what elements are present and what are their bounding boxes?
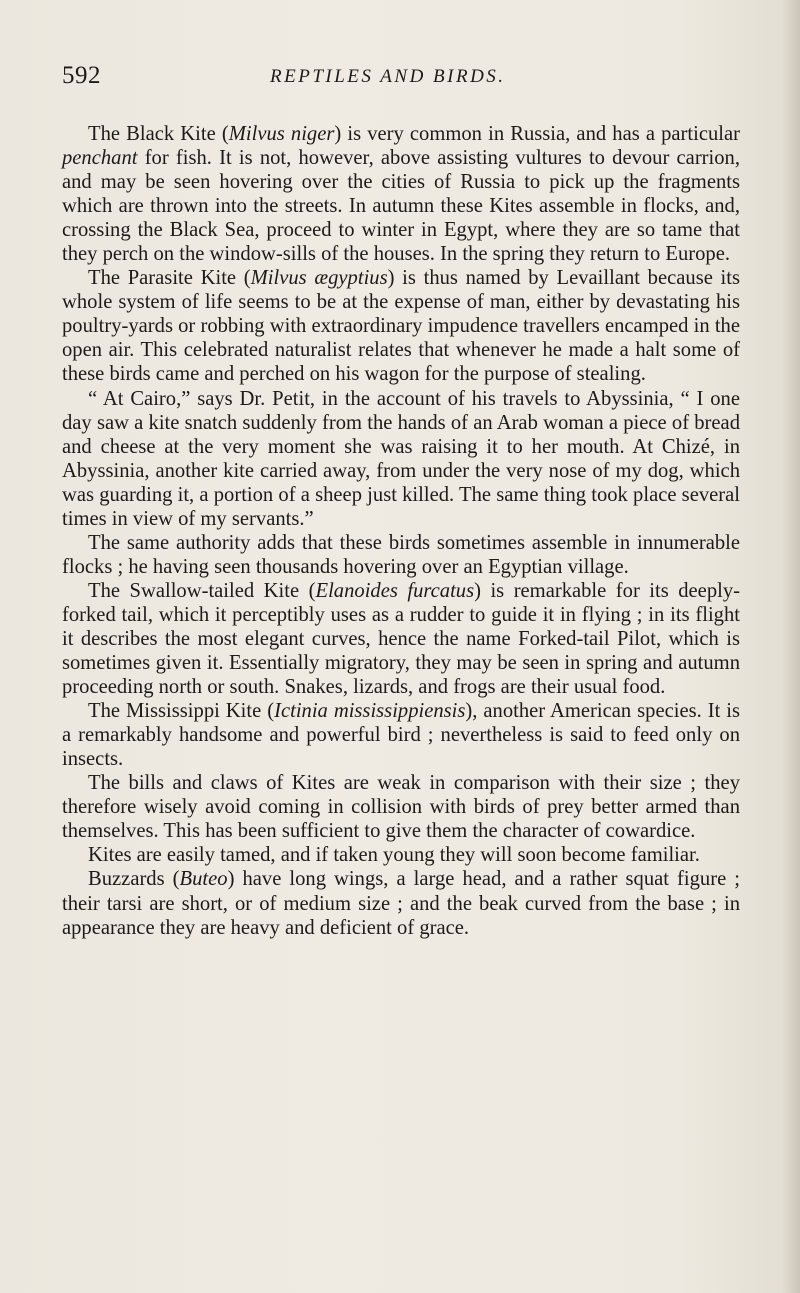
italic-term: Ictinia mississippiensis <box>274 700 466 723</box>
text-run: Buzzards ( <box>88 868 180 891</box>
text-run: The bills and claws of Kites are weak in comparison with their size ; they therefore wisely avoid coming in collision with birds of prey better armed than themselves. This has been sufficient to give them the character of cowardice. <box>62 772 740 843</box>
text-run: ) is thus named by Levaillant because its whole system of life seems to be at the expense of man, either by devastating his poultry-yards or robbing with extraordinary impudence travellers encamped in the open air. This celebrated naturalist relates that whenever he made a halt some of these birds came and perched on his wagon for the purpose of stealing. <box>62 267 741 386</box>
page-number: 592 <box>62 62 101 89</box>
italic-term: Buteo <box>179 868 228 891</box>
text-run: ) have long wings, a large head, and a rather squat figure ; their tarsi are short, or of medium size ; and the beak curved from the base ; in appearance they are heavy and deficient of grace. <box>62 868 740 939</box>
text-run: “ At Cairo,” says Dr. Petit, in the account of his travels to Abyssinia, “ I one day saw a kite snatch suddenly from the hands of an Arab woman a piece of bread and cheese at the very moment she was raising it to her mouth. At Chizé, in Abyssinia, another kite carried away, from under the very nose of my dog, which was guarding it, a portion of a sheep just killed. The same thing took place several times in view of my servants.” <box>62 387 740 530</box>
text-run: ), another American species. It is a remarkably handsome and powerful bird ; nevertheless is said to feed only on insects. <box>62 700 741 771</box>
italic-term: Elanoides furcatus <box>315 579 475 602</box>
paragraph-black-kite <box>62 122 740 266</box>
text-run: The same authority adds that these birds sometimes assemble in innumerable flocks ; he having seen thousands hovering over an Egyptian village. <box>62 531 740 578</box>
page-header <box>62 62 742 96</box>
paragraph-parasite-kite <box>62 266 740 386</box>
italic-term: penchant <box>62 147 138 170</box>
paragraph-mississippi-kite <box>62 699 740 771</box>
paragraph-petit-quote <box>62 387 740 531</box>
body-text <box>62 122 740 940</box>
text-run: ) is very common in Russia, and has a particular <box>334 123 741 145</box>
text-run: for fish. It is not, however, above assisting vultures to devour carrion, and may be seen hovering over the cities of Russia to pick up the fragments which are thrown into the streets. In autumn these Kites assemble in flocks, and, crossing the Black Sea, proceed to winter in Egypt, where they are so tame that they perch on the window-sills of the houses. In the spring they return to Europe. <box>62 147 740 266</box>
paragraph-bills-and-claws <box>62 771 740 843</box>
paragraph-same-authority <box>62 531 740 579</box>
italic-term: Milvus ægyptius <box>250 267 388 290</box>
paragraph-buzzards <box>62 867 740 939</box>
italic-term: Milvus niger <box>228 123 335 145</box>
text-run: The Black Kite ( <box>88 123 229 145</box>
text-run: ) is remarkable for its deeply-forked tail, which it perceptibly uses as a rudder to guide it in flying ; in its flight it describes the most elegant curves, hence the name Forked-tail Pilot, which is sometimes given it. Essentially migratory, they may be seen in spring and autumn proceeding north or south. Snakes, lizards, and frogs are their usual food. <box>62 579 740 699</box>
text-run: The Swallow-tailed Kite ( <box>88 579 316 602</box>
paragraph-easily-tamed <box>62 843 740 867</box>
text-run: The Parasite Kite ( <box>88 267 251 290</box>
paragraph-swallow-tailed-kite <box>62 579 740 699</box>
running-head: REPTILES AND BIRDS. <box>270 66 506 87</box>
text-run: The Mississippi Kite ( <box>88 700 275 723</box>
text-run: Kites are easily tamed, and if taken young they will soon become familiar. <box>88 844 700 867</box>
page-edge-shadow <box>782 0 800 1293</box>
